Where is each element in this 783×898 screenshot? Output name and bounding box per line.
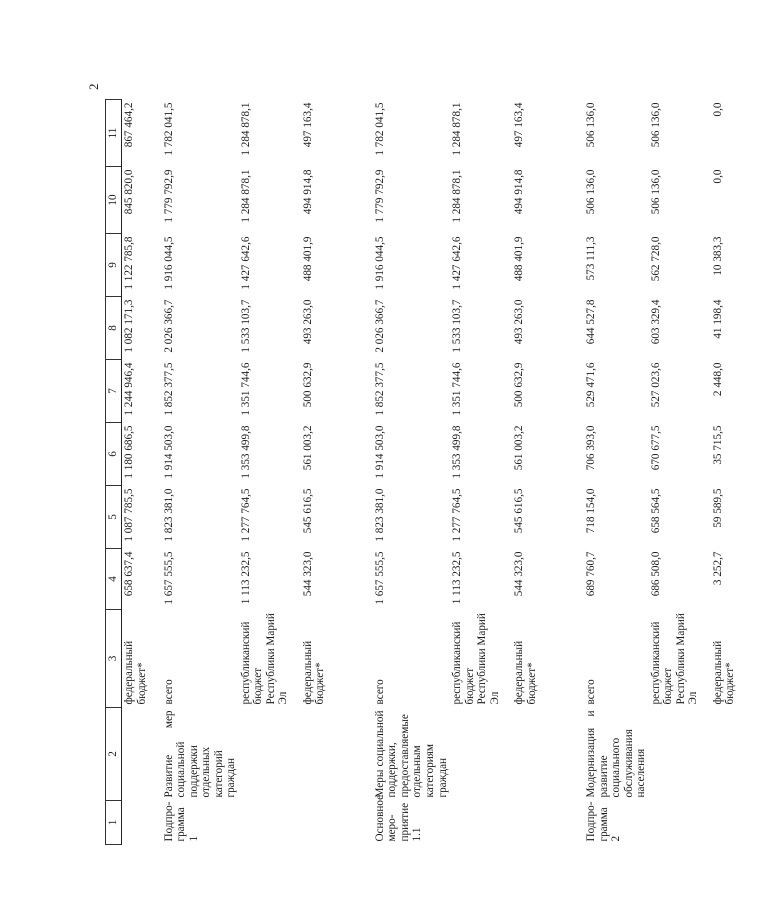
value-cell: 2 448,0 [711, 362, 724, 397]
program-code-cell [711, 801, 783, 845]
value-cell: 658 564,5 [649, 488, 662, 534]
value-cell: 488 401,9 [301, 236, 314, 282]
budget-table [105, 99, 783, 845]
value-cell: 689 760,7 [585, 551, 598, 597]
value-cell: 1 852 377,5 [373, 362, 386, 416]
value-cell: 1 782 041,5 [373, 102, 386, 156]
value-cell: 506 136,0 [585, 169, 598, 215]
value-cell: 1 284 878,1 [451, 169, 464, 223]
rotated-table-container [105, 100, 737, 845]
program-code-cell [239, 801, 301, 845]
value-cell: 1 427 642,6 [239, 236, 252, 290]
value-cell: 644 527,8 [585, 299, 598, 345]
value-cell: 1 779 792,9 [373, 169, 386, 223]
value-cell: 1 284 878,1 [239, 102, 252, 156]
value-cell: 1 353 499,8 [451, 425, 464, 479]
value-cell: 545 616,5 [301, 488, 314, 534]
value-cell: 561 003,2 [301, 425, 314, 471]
value-cell: 500 632,9 [513, 362, 526, 408]
value-cell: 1 122 785,8 [123, 236, 135, 290]
program-code-cell [649, 801, 711, 845]
value-cell: 1 284 878,1 [239, 169, 252, 223]
value-cell: 1 180 686,5 [123, 425, 135, 479]
value-cell: 706 393,0 [585, 425, 598, 471]
value-cell: 59 589,5 [711, 488, 724, 528]
value-cell: 1 087 785,5 [123, 488, 135, 542]
value-cell: 41 198,4 [711, 299, 724, 339]
value-cell: 1 351 744,6 [451, 362, 464, 416]
column-header: 8 [106, 297, 122, 360]
value-cell: 1 657 555,5 [373, 551, 386, 605]
column-header: 7 [106, 360, 122, 423]
value-cell: 1 533 103,7 [239, 299, 252, 353]
value-cell: 1 351 744,6 [239, 362, 252, 416]
value-cell: 3 252,7 [711, 551, 724, 586]
table-row [450, 100, 512, 845]
column-header: 10 [106, 167, 122, 234]
value-cell: 603 329,4 [649, 299, 662, 345]
value-cell: 845 820,0 [123, 169, 135, 215]
program-code-cell: Подпро-грамма 1 [162, 801, 200, 842]
program-name-cell [122, 708, 162, 801]
value-cell: 494 914,8 [513, 169, 526, 215]
program-code-cell: Основное меро-приятие 1.1 [373, 794, 424, 842]
column-header: 11 [106, 100, 122, 167]
value-cell: 1 082 171,3 [123, 299, 135, 353]
value-cell: 497 163,4 [513, 102, 526, 148]
value-cell: 2 026 366,7 [373, 299, 386, 353]
value-cell: 1 427 642,6 [451, 236, 464, 290]
value-cell: 544 323,0 [301, 551, 314, 597]
header-row [106, 100, 122, 845]
program-name-cell [649, 708, 711, 801]
value-cell: 1 284 878,1 [451, 102, 464, 156]
column-header: 9 [106, 234, 122, 297]
value-cell: 1 916 044,5 [162, 236, 175, 290]
value-cell: 1 277 764,5 [239, 488, 252, 542]
funding-source-cell: республиканский бюджет Республики Марий Эл [451, 613, 501, 705]
value-cell: 1 914 503,0 [373, 425, 386, 479]
column-header: 4 [106, 549, 122, 610]
value-cell: 1 916 044,5 [373, 236, 386, 290]
value-cell: 1 657 555,5 [162, 551, 175, 605]
funding-source-cell: республиканский бюджет Республики Марий Эл [649, 613, 700, 705]
value-cell: 10 383,3 [711, 236, 724, 276]
program-code-cell [512, 801, 584, 845]
value-cell: 545 616,5 [513, 488, 526, 534]
table-row [512, 100, 584, 845]
value-cell: 718 154,0 [585, 488, 598, 534]
table-row [239, 100, 301, 845]
value-cell: 35 715,5 [711, 425, 724, 465]
funding-source-cell: федеральный бюджет* [711, 640, 737, 705]
table-row [162, 100, 239, 845]
value-cell: 1 779 792,9 [162, 169, 175, 223]
program-name-cell: Модернизация и развитие социального обслуживания населения [585, 710, 648, 798]
value-cell: 506 136,0 [585, 102, 598, 148]
table-row [711, 100, 783, 845]
value-cell: 1 914 503,0 [162, 425, 175, 479]
value-cell: 494 914,8 [301, 169, 314, 215]
column-header: 1 [106, 801, 122, 845]
value-cell: 493 263,0 [513, 299, 526, 345]
value-cell: 0,0 [711, 169, 724, 184]
table-row [373, 100, 450, 845]
column-header: 6 [106, 423, 122, 486]
column-header: 5 [106, 486, 122, 549]
value-cell: 506 136,0 [649, 102, 662, 148]
value-cell: 1 244 946,4 [123, 362, 135, 416]
page-number: 2 [86, 83, 101, 90]
value-cell: 1 113 232,5 [239, 551, 252, 605]
column-header: 2 [106, 708, 122, 801]
funding-source-cell: федеральный бюджет* [513, 640, 538, 705]
value-cell: 527 023,6 [649, 362, 662, 408]
value-cell: 867 464,2 [123, 102, 135, 148]
funding-source-cell: всего [585, 679, 598, 705]
funding-source-cell: федеральный бюджет* [301, 640, 327, 705]
program-name-cell: Развитие мер социальной поддержки отдельных категорий граждан [162, 710, 238, 798]
program-code-cell: Подпро-грамма 2 [585, 801, 623, 842]
program-name-cell: Меры социальной поддержки, предоставляемые отдельным категориям граждан [373, 710, 449, 798]
table-row [301, 100, 373, 845]
value-cell: 573 111,3 [585, 236, 598, 281]
value-cell: 500 632,9 [301, 362, 314, 408]
value-cell: 497 163,4 [301, 102, 314, 148]
value-cell: 670 677,5 [649, 425, 662, 471]
program-name-cell [711, 708, 783, 801]
funding-source-cell: республиканский бюджет Республики Марий Эл [239, 613, 290, 705]
funding-source-cell: всего [373, 679, 386, 705]
value-cell: 686 508,0 [649, 551, 662, 597]
table-row [649, 100, 711, 845]
program-code-cell [301, 801, 373, 845]
funding-source-cell: федеральный бюджет* [123, 640, 148, 705]
value-cell: 529 471,6 [585, 362, 598, 408]
column-header: 3 [106, 610, 122, 708]
program-code-cell [122, 801, 162, 845]
program-name-cell [301, 708, 373, 801]
value-cell: 544 323,0 [513, 551, 526, 597]
value-cell: 1 852 377,5 [162, 362, 175, 416]
value-cell: 506 136,0 [649, 169, 662, 215]
value-cell: 1 277 764,5 [451, 488, 464, 542]
funding-source-cell: всего [162, 679, 175, 705]
value-cell: 1 782 041,5 [162, 102, 175, 156]
value-cell: 1 823 381,0 [162, 488, 175, 542]
value-cell: 1 533 103,7 [451, 299, 464, 353]
table-row [122, 100, 162, 845]
value-cell: 658 637,4 [123, 551, 135, 597]
program-name-cell [450, 708, 512, 801]
value-cell: 488 401,9 [513, 236, 526, 282]
value-cell: 1 353 499,8 [239, 425, 252, 479]
value-cell: 562 728,0 [649, 236, 662, 282]
value-cell: 2 026 366,7 [162, 299, 175, 353]
program-name-cell [239, 708, 301, 801]
table-row [584, 100, 649, 845]
program-code-cell [450, 801, 512, 845]
program-name-cell [512, 708, 584, 801]
value-cell: 0,0 [711, 102, 724, 117]
value-cell: 493 263,0 [301, 299, 314, 345]
value-cell: 561 003,2 [513, 425, 526, 471]
value-cell: 1 823 381,0 [373, 488, 386, 542]
value-cell: 1 113 232,5 [451, 551, 464, 605]
